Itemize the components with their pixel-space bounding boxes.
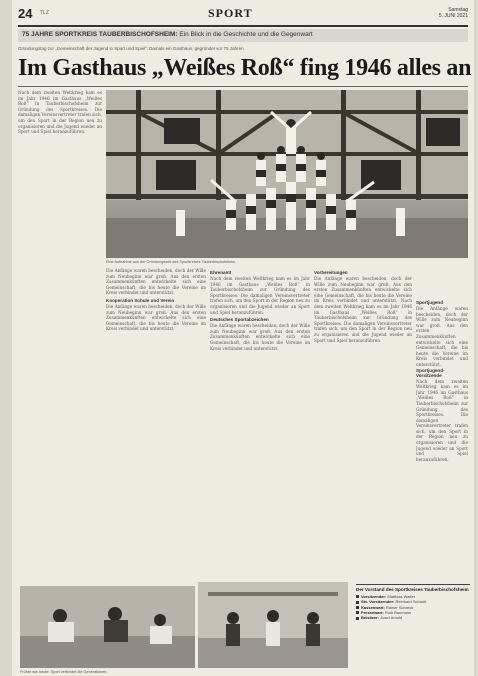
board-person: Matthias Walter	[387, 594, 416, 599]
headline-rule	[18, 86, 468, 87]
gymnastics-photo-illustration	[106, 90, 468, 258]
column-4-text: Die Anfänge waren bescheiden, doch der Wille zum Neubeginn war groß. Aus den ersten Zusammenkünften entwickelte sich eine Gemeinschaft, die bis heute die Vereine im Kreis verbindet und unterstützt.	[314, 276, 412, 304]
lead-paragraph: Nach dem zweiten Weltkrieg kam es im Jahr 1946 im Gasthaus „Weißes Roß“ in Tauberbischofsheim zur Gründung des Sportkreises. Die damaligen Vereinsvertreter trafen sich, um den Sport in der Region neu zu organisieren und die Jugend wieder an Sport und Spiel heranzuführen.	[18, 90, 102, 135]
column-2-text: Die Anfänge waren bescheiden, doch der Wille zum Neubeginn war groß. Aus den ersten Zusammenkünften entwickelte sich eine Gemeinschaft, die bis heute die Vereine im Kreis verbindet und unterstützt.	[106, 268, 206, 296]
board-person: Reinhard Schmitt	[395, 599, 427, 605]
heading-kooperation: Kooperation Schule und Verein	[106, 297, 175, 303]
hall-sport-illustration	[198, 582, 348, 668]
bottom-photo-caption: Früher wie heute: Sport verbindet die Generationen.	[20, 670, 108, 674]
column-2-text-2: Die Anfänge waren bescheiden, doch der Wille zum Neubeginn war groß. Aus den ersten Zusammenkünften entwickelte sich eine Gemeinschaft, die bis heute die Vereine im Kreis verbindet und unterstützt.	[106, 303, 206, 332]
bullet-icon	[356, 601, 359, 604]
bullet-icon	[356, 595, 359, 598]
board-role: Pressewart:	[361, 609, 384, 615]
column-3-text-2: Die Anfänge waren bescheiden, doch der Wille zum Neubeginn war groß. Aus den ersten Zusammenkünften entwickelte sich eine Gemeinschaft, die bis heute die Vereine im Kreis verbindet und unterstützt.	[210, 323, 310, 351]
issue-weekday: Samstag	[448, 7, 468, 13]
kicker-bar	[18, 29, 468, 42]
issue-day: 5. JUNI 2021	[438, 13, 468, 19]
column-2	[106, 268, 206, 580]
bullet-icon	[356, 617, 359, 620]
board-person: Josef Arnold	[380, 615, 403, 621]
board-box	[356, 584, 470, 672]
side-text-2: Nach dem zweiten Weltkrieg kam es im Jahr 1946 im Gasthaus „Weißes Roß“ in Tauberbischofsheim zur Gründung des Sportkreises. Die damaligen Vereinsvertreter trafen sich, um den Sport in der Region neu zu organisieren und die Jugend wieder an Sport und Spiel heranzuführen.	[416, 378, 468, 462]
board-person: Rudi Baumann	[384, 609, 412, 615]
main-photo-caption: Eine Aufnahme aus der Gründungszeit des Sportkreises Tauberbischofsheim.	[106, 260, 237, 264]
board-person: Rainer Schreck	[385, 604, 414, 610]
kicker-bold: 75 JAHRE SPORTKREIS TAUBERBISCHOFSHEIM:	[22, 31, 178, 38]
page-number: 24	[18, 6, 33, 21]
column-3	[210, 268, 310, 580]
board-role: Vorsitzender:	[361, 594, 387, 599]
main-photo	[106, 90, 468, 258]
board-item	[356, 615, 470, 620]
side-column	[416, 300, 468, 580]
board-role: Beisitzer:	[361, 615, 380, 621]
header-rule	[18, 25, 468, 27]
column-3-text: Nach dem zweiten Weltkrieg kam es im Jahr 1946 im Gasthaus „Weißes Roß“ in Tauberbischofsheim zur Gründung des Sportkreises. Die damaligen Vereinsvertreter trafen sich, um den Sport in der Region neu zu organisieren und die Jugend wieder an Sport und Spiel heranzuführen.	[210, 276, 310, 315]
section-title: SPORT	[208, 6, 253, 20]
page-header	[18, 6, 468, 24]
paper-name: TLZ	[40, 10, 49, 16]
bullet-icon	[356, 606, 359, 609]
kicker-rest: Ein Blick in die Geschichte und die Gegenwart	[179, 31, 313, 38]
bullet-icon	[356, 611, 359, 614]
column-4	[314, 268, 412, 580]
issue-date	[439, 7, 468, 19]
bottom-photo-right	[198, 582, 348, 668]
heading-sportabzeichen: Deutsches Sportabzeichen	[210, 317, 269, 323]
heading-sportjugend: Sportjugend	[416, 300, 444, 305]
side-text: Die Anfänge waren bescheiden, doch der Wille zum Neubeginn war groß. Aus den ersten Zusammenkünften entwickelte sich eine Gemeinschaft, die bis heute die Vereine im Kreis verbindet und unterstützt.	[416, 306, 468, 367]
heading-sportjugend-vorsitz: Sportjugend-Vorsitzende	[416, 367, 445, 378]
heading-ehrenamt: Ehrenamt	[210, 270, 232, 275]
headline: Im Gasthaus „Weißes Roß“ fing 1946 alles an	[18, 55, 472, 81]
column-4-text-2: Nach dem zweiten Weltkrieg kam es im Jahr 1946 im Gasthaus „Weißes Roß“ in Tauberbischofsheim zur Gründung des Sportkreises. Die damaligen Vereinsvertreter trafen sich, um den Sport in der Region neu zu organisieren und die Jugend wieder an Sport und Spiel heranzuführen.	[314, 298, 412, 343]
newspaper-page	[12, 0, 474, 676]
board-title: Der Vorstand des Sportkreises Tauberbischofsheim	[356, 587, 469, 592]
board-role: Stv. Vorsitzender:	[361, 599, 395, 605]
board-role: Kassenwart:	[361, 604, 385, 610]
subline: Gründungstag zur „Gemeinschaft der Jugend in Sport und Spiel“: Damals ein Gasthaus, gegründet vor 75 Jahren	[18, 46, 244, 51]
kids-sport-illustration	[20, 586, 195, 668]
bottom-photo-left	[20, 586, 195, 668]
heading-vorbereitungen: Vorbereitungen	[314, 270, 348, 275]
lead-column	[18, 90, 102, 580]
